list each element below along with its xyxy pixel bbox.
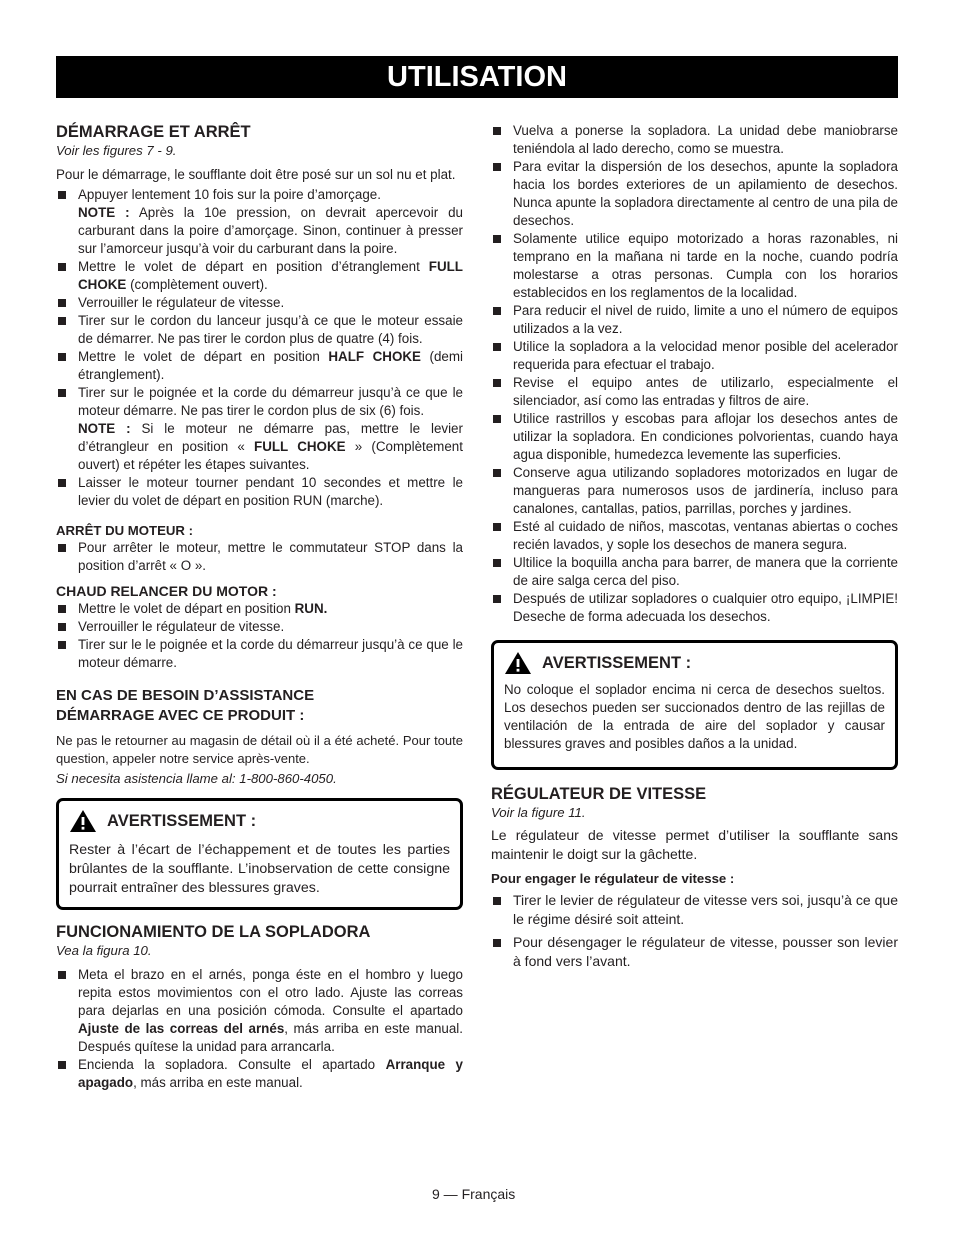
stop-list xyxy=(56,539,463,575)
list-item: Tirer sur le le poignée et la corde du démarreur jusqu’à ce que le moteur démarre. xyxy=(56,636,463,672)
square-bullet-icon xyxy=(58,299,66,307)
figure-reference: Voir les figures 7 - 9. xyxy=(56,143,177,158)
square-bullet-icon xyxy=(493,559,501,567)
assistance-phone: Si necesita asistencia llame al: 1-800-860-4050. xyxy=(56,771,337,786)
list-item: Solamente utilice equipo motorizado a horas razonables, ni temprano en la mañana ni tarde en la noche, cuando podría molestarse a otras personas. Cumpla con los horarios establecidos en los reglamentos de la localidad. xyxy=(491,230,898,302)
square-bullet-icon xyxy=(58,263,66,271)
list-item: Para reducir el nivel de ruido, limite a uno el número de equipos utilizados a la vez. xyxy=(491,302,898,338)
warning-title: AVERTISSEMENT : xyxy=(542,654,692,672)
right-column xyxy=(491,122,898,971)
square-bullet-icon xyxy=(58,623,66,631)
section-title-regulateur: RÉGULATEUR DE VITESSE xyxy=(491,785,707,803)
list-item: Verrouiller le régulateur de vitesse. xyxy=(56,618,463,636)
list-item: Para evitar la dispersión de los desechos, apunte la sopladora hacia los bordes exteriores de un apilamiento de desechos. Nunca apunte la sopladora directamente al centro de una pila de desechos. xyxy=(491,158,898,230)
warning-title: AVERTISSEMENT : xyxy=(107,812,257,830)
warning-header xyxy=(59,801,460,833)
warning-header xyxy=(494,643,895,675)
square-bullet-icon xyxy=(493,939,501,947)
square-bullet-icon xyxy=(493,379,501,387)
list-item: Utilice rastrillos y escobas para aflojar los desechos antes de utilizar la sopladora. En condiciones polvorientas, cuando haya agua disponible, humedezca levemente las superficies. xyxy=(491,410,898,464)
list-item: Laisser le moteur tourner pendant 10 secondes et mettre le levier du volet de départ en position RUN (marche). xyxy=(56,474,463,510)
square-bullet-icon xyxy=(58,1061,66,1069)
assistance-paragraph: Ne pas le retourner au magasin de détail où il a été acheté. Pour toute question, appeler notre service après-vente. xyxy=(56,733,463,766)
list-item: Pour désengager le régulateur de vitesse, pousser son levier à fond vers l’avant. xyxy=(491,933,898,971)
warning-triangle-icon xyxy=(69,809,97,833)
square-bullet-icon xyxy=(493,469,501,477)
figure-reference: Voir la figure 11. xyxy=(491,805,586,820)
square-bullet-icon xyxy=(493,127,501,135)
list-item: Mettre le volet de départ en position d’étranglement FULL CHOKE (complètement ouvert). xyxy=(56,258,463,294)
square-bullet-icon xyxy=(58,191,66,199)
list-item: Vuelva a ponerse la sopladora. La unidad debe maniobrarse teniéndola al lado derecho, como se muestra. xyxy=(491,122,898,158)
section-title-funcionamiento: FUNCIONAMIENTO DE LA SOPLADORA xyxy=(56,923,371,941)
square-bullet-icon xyxy=(493,415,501,423)
square-bullet-icon xyxy=(58,389,66,397)
list-item: Pour arrêter le moteur, mettre le commutateur STOP dans la position d’arrêt « O ». xyxy=(56,539,463,575)
page-footer: 9 — Français xyxy=(432,1186,516,1202)
square-bullet-icon xyxy=(493,595,501,603)
operation-list xyxy=(56,966,463,1092)
list-item: Tirer sur le cordon du lanceur jusqu’à ce que le moteur essaie de démarrer. Ne pas tirer le cordon plus de quatre (4) fois. xyxy=(56,312,463,348)
square-bullet-icon xyxy=(493,163,501,171)
section-title-arret: ARRÊT DU MOTEUR : xyxy=(56,523,193,538)
warning-box xyxy=(491,640,898,770)
square-bullet-icon xyxy=(58,544,66,552)
list-item: Después de utilizar sopladores o cualquier otro equipo, ¡LIMPIE! Deseche de forma adecuada los desechos. xyxy=(491,590,898,626)
list-item: Utilice la sopladora a la velocidad menor posible del acelerador requerida para efectuar el trabajo. xyxy=(491,338,898,374)
warning-box xyxy=(56,798,463,910)
square-bullet-icon xyxy=(493,897,501,905)
list-item: Tirer le levier de régulateur de vitesse vers soi, jusqu’à ce que le régime désiré soit atteint. xyxy=(491,891,898,929)
list-item: Esté al cuidado de niños, mascotas, ventanas abiertas o coches recién lavados, y sople los desechos de manera segura. xyxy=(491,518,898,554)
figure-reference: Vea la figura 10. xyxy=(56,943,152,958)
warning-triangle-icon xyxy=(504,651,532,675)
list-item: Encienda la sopladora. Consulte el apartado Arranque y apagado, más arriba en este manual. xyxy=(56,1056,463,1092)
square-bullet-icon xyxy=(58,641,66,649)
intro-paragraph: Pour le démarrage, le soufflante doit être posé sur un sol nu et plat. xyxy=(56,167,456,182)
list-item: Tirer sur le poignée et la corde du démarreur jusqu’à ce que le moteur démarre. Ne pas tirer le cordon plus de six (6) fois. NOTE : Si le moteur ne démarre pas, mettre le levier d’étrangleur en position « FULL CHOKE » (Complètement ouvert) et répéter les étapes suivantes. xyxy=(56,384,463,474)
section-title-assistance: EN CAS DE BESOIN D’ASSISTANCE DÉMARRAGE AVEC CE PRODUIT : xyxy=(56,687,315,724)
blower-tips-list xyxy=(491,122,898,626)
section-title-demarrage: DÉMARRAGE ET ARRÊT xyxy=(56,123,251,141)
list-item: Verrouiller le régulateur de vitesse. xyxy=(56,294,463,312)
list-item: Ultilice la boquilla ancha para barrer, de manera que la corriente de aire salga cerca del piso. xyxy=(491,554,898,590)
list-item: Meta el brazo en el arnés, ponga éste en el hombro y luego repita estos movimientos con el otro lado. Ajuste las correas para dejarlas en una posición cómoda. Consulte el apartado Ajuste de las correas del arnés, más arriba en este manual. Después quítese la unidad para arrancarla. xyxy=(56,966,463,1056)
square-bullet-icon xyxy=(58,605,66,613)
page-banner: UTILISATION xyxy=(56,56,898,98)
speed-subheading: Pour engager le régulateur de vitesse : xyxy=(491,871,735,886)
section-title-chaud: CHAUD RELANCER DU MOTOR : xyxy=(56,583,277,599)
speed-list xyxy=(491,891,898,971)
square-bullet-icon xyxy=(493,343,501,351)
list-item: Mettre le volet de départ en position HALF CHOKE (demi étranglement). xyxy=(56,348,463,384)
square-bullet-icon xyxy=(493,523,501,531)
square-bullet-icon xyxy=(58,971,66,979)
list-item: Conserve agua utilizando sopladores motorizados en lugar de mangueras para numerosos usos de jardinería, incluso para canalones, cantallas, patios, parrillas, porches y jardines. xyxy=(491,464,898,518)
square-bullet-icon xyxy=(58,479,66,487)
list-item: Revise el equipo antes de utilizarlo, especialmente el silenciador, así como las entradas y filtros de aire. xyxy=(491,374,898,410)
left-column xyxy=(56,122,463,1092)
square-bullet-icon xyxy=(493,235,501,243)
restart-list xyxy=(56,600,463,672)
warning-text: No coloque el soplador encima ni cerca de desechos sueltos. Los desechos pueden ser succionados dentro de las rejillas de ventilación de la entrada de aire del soplador y causar blessures graves and posibles daños a la unidad. xyxy=(504,682,885,751)
square-bullet-icon xyxy=(58,317,66,325)
speed-intro: Le régulateur de vitesse permet d’utiliser la soufflante sans maintenir le doigt sur la gâchette. xyxy=(491,827,898,862)
square-bullet-icon xyxy=(493,307,501,315)
start-steps-list xyxy=(56,186,463,510)
warning-text: Rester à l’écart de l’échappement et de toutes les parties brûlantes de la soufflante. L’inobservation de cette consigne pourrait entraîner des blessures graves. xyxy=(69,842,450,896)
square-bullet-icon xyxy=(58,353,66,361)
list-item: Appuyer lentement 10 fois sur la poire d’amorçage. NOTE : Après la 10e pression, on devrait apercevoir du carburant dans la poire d’amorçage. Sinon, continuer à presser sur l’amorceur jusqu’à voir du carburant dans la poire. xyxy=(56,186,463,258)
list-item: Mettre le volet de départ en position RUN. xyxy=(56,600,463,618)
